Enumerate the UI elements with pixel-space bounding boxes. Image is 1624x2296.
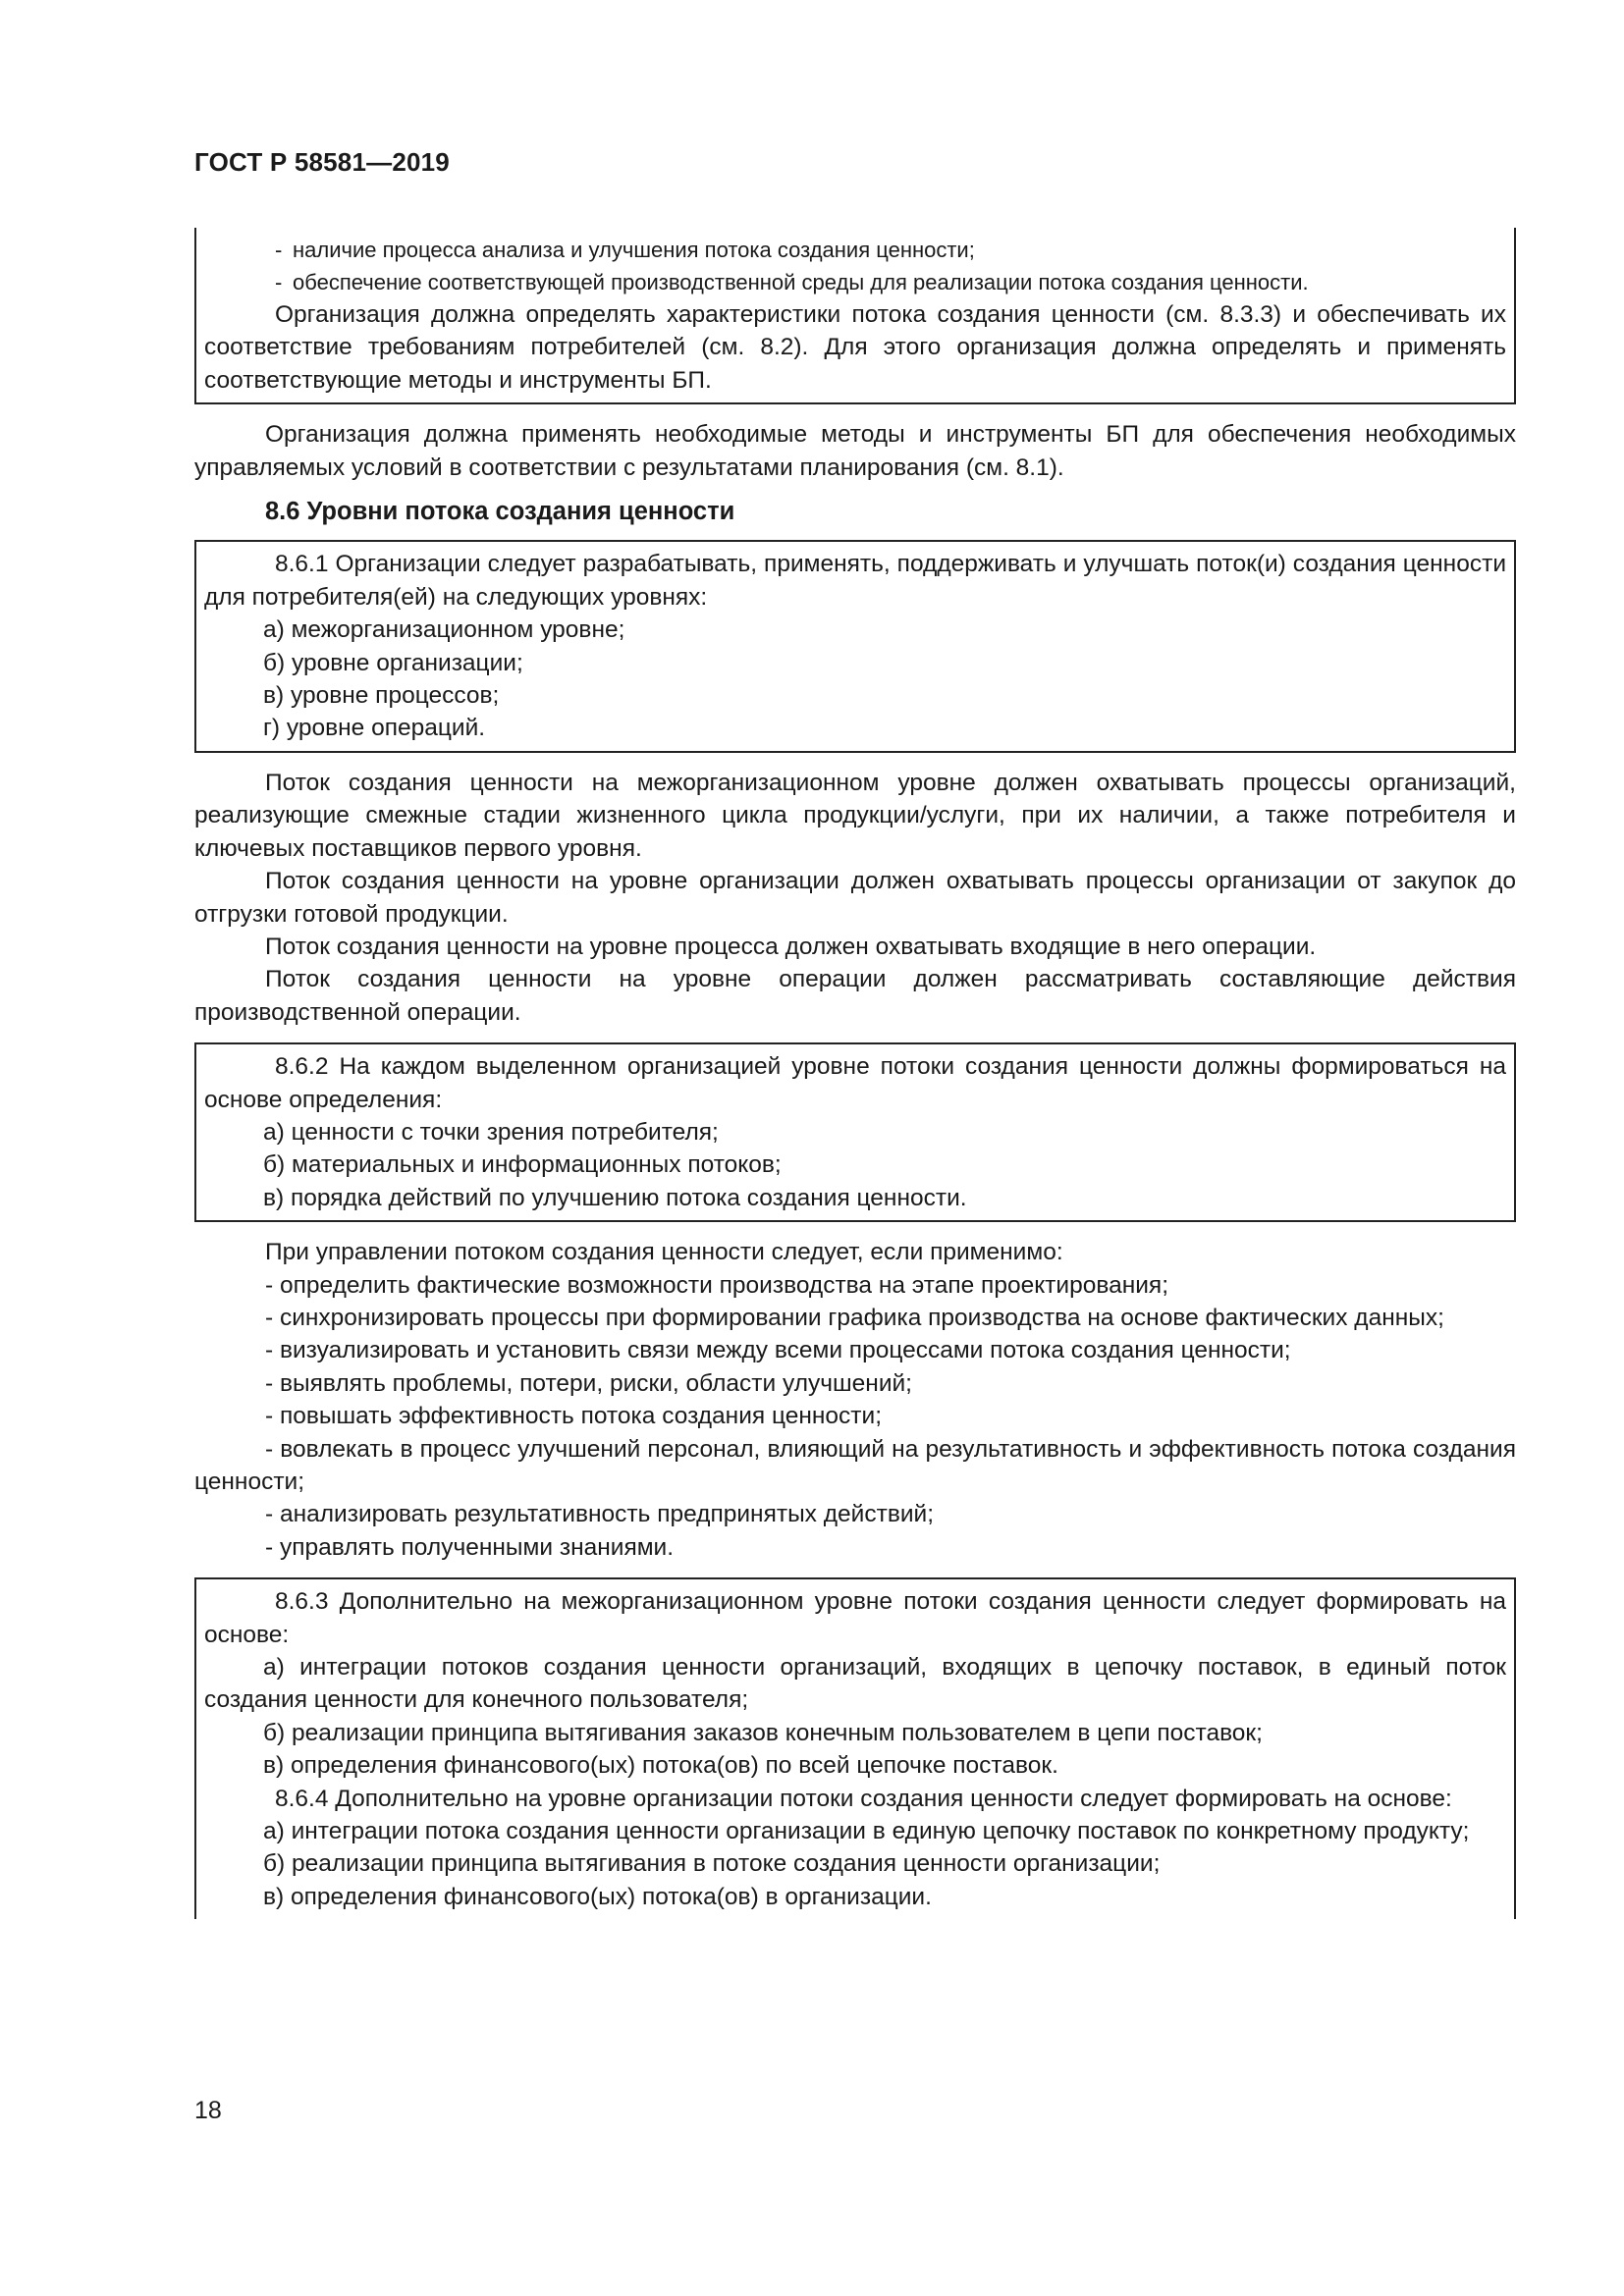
requirement-box-continued [194, 228, 1516, 404]
list-item: б) материальных и информационных потоков; [263, 1151, 782, 1179]
requirement-box-8-6-2 [194, 1042, 1516, 1222]
dash-item: - синхронизировать процессы при формировании графика производства на основе фактических данных; [265, 1304, 1444, 1331]
body-paragraph: При управлении потоком создания ценности следует, если применимо: [265, 1239, 1063, 1266]
clause-8-6-1: 8.6.1 Организации следует разрабатывать, применять, поддерживать и улучшать поток(и) создания ценности для потребителя(ей) на следующих уровнях: [204, 551, 1506, 611]
document-header: ГОСТ Р 58581—2019 [194, 147, 450, 177]
clause-8-6-2: 8.6.2 На каждом выделенном организацией уровне потоки создания ценности должны формироваться на основе определения: [204, 1053, 1506, 1113]
body-paragraph: Поток создания ценности на уровне организации должен охватывать процессы организации от закупок до отгрузки готовой продукции. [194, 868, 1516, 928]
body-paragraph: Поток создания ценности на уровне операции должен рассматривать составляющие действия производственной операции. [194, 966, 1516, 1026]
dash-item: - вовлекать в процесс улучшений персонал, влияющий на результативность и эффективность потока создания ценности; [194, 1435, 1516, 1495]
list-item: в) уровне процессов; [263, 682, 500, 710]
body-paragraph: Организация должна применять необходимые методы и инструменты БП для обеспечения необходимых управляемых условий в соответствии с результатами планирования (см. 8.1). [194, 421, 1516, 481]
dash-item: - визуализировать и установить связи между всеми процессами потока создания ценности; [265, 1337, 1291, 1364]
requirement-box-8-6-3-8-6-4 [194, 1577, 1516, 1919]
list-item: а) интеграции потоков создания ценности организаций, входящих в цепочку поставок, в единый поток создания ценности для конечного пользователя; [204, 1654, 1506, 1714]
dash-item: - управлять полученными знаниями. [265, 1533, 675, 1561]
dash-item: - наличие процесса анализа и улучшения потока создания ценности; [275, 238, 975, 262]
list-item: а) интеграции потока создания ценности организации в единую цепочку поставок по конкретному продукту; [263, 1818, 1470, 1845]
list-item: б) уровне организации; [263, 649, 523, 676]
dash-item: - обеспечение соответствующей производственной среды для реализации потока создания ценности. [275, 270, 1309, 294]
list-item: в) определения финансового(ых) потока(ов) по всей цепочке поставок. [263, 1752, 1058, 1780]
list-item: а) ценности с точки зрения потребителя; [263, 1118, 719, 1146]
clause-8-6-4: 8.6.4 Дополнительно на уровне организации потоки создания ценности следует формировать на основе: [275, 1785, 1452, 1812]
clause-8-6-3: 8.6.3 Дополнительно на межорганизационном уровне потоки создания ценности следует формировать на основе: [204, 1588, 1506, 1648]
dash-item: - повышать эффективность потока создания ценности; [265, 1403, 883, 1430]
list-item: г) уровне операций. [263, 715, 486, 742]
page-body [194, 228, 1516, 1919]
list-item: б) реализации принципа вытягивания в потоке создания ценности организации; [263, 1850, 1161, 1878]
list-item: в) определения финансового(ых) потока(ов) в организации. [263, 1883, 932, 1910]
list-item: а) межорганизационном уровне; [263, 616, 625, 644]
dash-item: - выявлять проблемы, потери, риски, области улучшений; [265, 1369, 912, 1397]
list-item: б) реализации принципа вытягивания заказов конечным пользователем в цепи поставок; [263, 1719, 1263, 1746]
dash-item: - анализировать результативность предпринятых действий; [265, 1501, 935, 1528]
dash-item: - определить фактические возможности производства на этапе проектирования; [265, 1271, 1168, 1299]
body-paragraph: Поток создания ценности на межорганизационном уровне должен охватывать процессы организаций, реализующие смежные стадии жизненного цикла продукции/услуги, при их наличии, а также потребителя и ключевых поставщиков первого уровня. [194, 769, 1516, 862]
list-item: в) порядка действий по улучшению потока создания ценности. [263, 1184, 967, 1211]
section-heading: 8.6 Уровни потока создания ценности [265, 498, 735, 526]
body-paragraph: Поток создания ценности на уровне процесса должен охватывать входящие в него операции. [265, 933, 1317, 960]
box-paragraph: Организация должна определять характеристики потока создания ценности (см. 8.3.3) и обеспечивать их соответствие требованиям потребителей (см. 8.2). Для этого организация должна определять и применять соответствующие методы и инструменты БП. [204, 301, 1506, 394]
requirement-box-8-6-1 [194, 540, 1516, 752]
page-number: 18 [194, 2097, 222, 2124]
